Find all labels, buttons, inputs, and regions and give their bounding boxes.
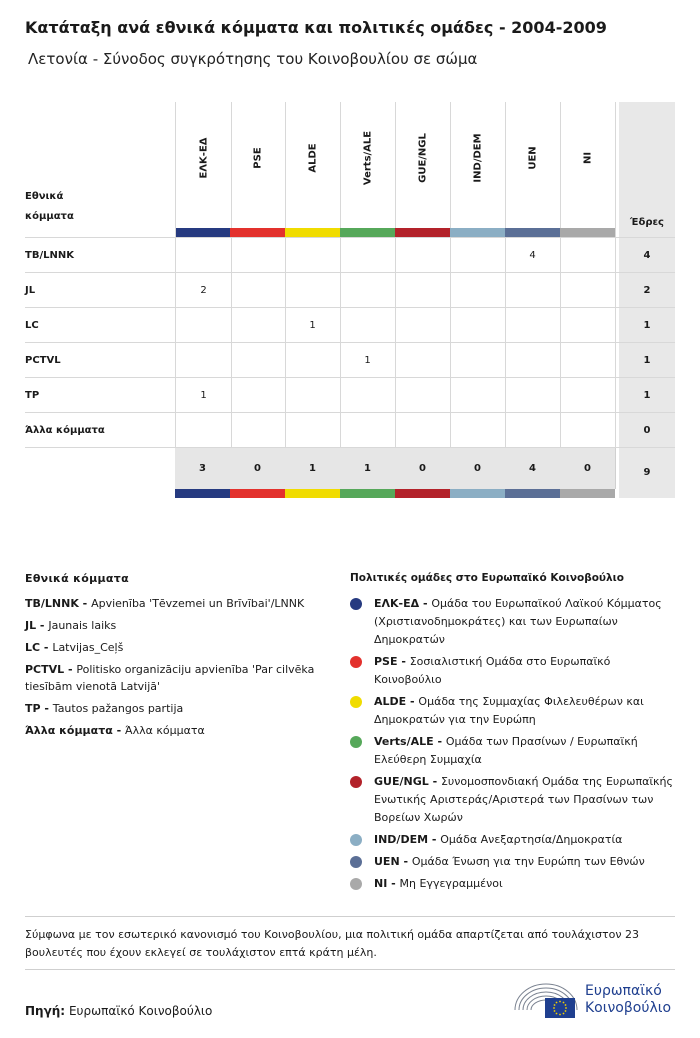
- political-groups-legend: [350, 572, 680, 897]
- table-cell: [505, 343, 561, 378]
- table-cell: [450, 343, 506, 378]
- column-header-7: [560, 102, 616, 237]
- political-group-legend-item: [350, 733, 680, 769]
- group-color-bar: [560, 228, 615, 237]
- column-header-6: [505, 102, 561, 237]
- row-seat-count: 0: [619, 413, 675, 448]
- table-cell: [285, 413, 341, 448]
- table-cell: 1: [340, 343, 396, 378]
- table-cell: [505, 273, 561, 308]
- column-header-4: [395, 102, 451, 237]
- group-color-bar: [395, 228, 450, 237]
- column-header-label: GUE/NGL: [417, 133, 428, 183]
- table-row: [25, 272, 675, 308]
- column-header-3: [340, 102, 396, 237]
- row-party-name: TB/LNNK: [25, 250, 74, 261]
- party-full-name: Apvienība 'Tēvzemei un Brīvībai'/LNNK: [91, 597, 305, 610]
- party-abbreviation: JL -: [25, 619, 49, 632]
- table-cell: [395, 273, 451, 308]
- group-total: 1: [285, 448, 341, 489]
- group-abbreviation: ALDE -: [374, 695, 419, 708]
- table-cell: [340, 413, 396, 448]
- footnote: Σύμφωνα με τον εσωτερικό κανονισμό του Κοινοβουλίου, μια πολιτική ομάδα απαρτίζεται από τουλάχιστον 23 βουλευτές που έχουν εκλεγεί σε τουλάχιστον επτά κράτη μέλη.: [25, 928, 639, 959]
- group-color-bar: [560, 489, 615, 498]
- european-parliament-logo: [513, 980, 683, 1020]
- table-cell: [285, 273, 341, 308]
- group-full-name: Σοσιαλιστική Ομάδα στο Ευρωπαϊκό Κοινοβούλιο: [374, 655, 611, 686]
- table-cell: [560, 413, 616, 448]
- column-header-label: ALDE: [307, 143, 318, 173]
- group-full-name: Ομάδα των Πρασίνων / Ευρωπαϊκή Ελεύθερη Συμμαχία: [374, 735, 638, 766]
- group-abbreviation: NI -: [374, 877, 400, 890]
- table-cell: [175, 343, 232, 378]
- source-label: Πηγή:: [25, 1004, 66, 1018]
- group-total: 0: [450, 448, 506, 489]
- table-cell: [175, 238, 232, 273]
- national-party-legend-item: [25, 722, 325, 739]
- party-full-name: Άλλα κόμματα: [125, 724, 205, 737]
- political-group-legend-item: [350, 831, 680, 849]
- group-color-bar: [340, 228, 395, 237]
- group-abbreviation: IND/DEM -: [374, 833, 441, 846]
- row-seat-count: 1: [619, 308, 675, 343]
- group-color-bar: [285, 228, 340, 237]
- group-total: 0: [395, 448, 451, 489]
- table-cell: [560, 343, 616, 378]
- party-full-name: Latvijas_Ceļš: [52, 641, 124, 654]
- group-total: 0: [560, 448, 616, 489]
- column-header-label: PSE: [252, 147, 263, 169]
- column-header-label: NI: [582, 151, 593, 165]
- table-row: [25, 237, 675, 273]
- group-abbreviation: PSE -: [374, 655, 410, 668]
- group-full-name: Ομάδα Ένωση για την Ευρώπη των Εθνών: [411, 855, 645, 868]
- column-header-2: [285, 102, 341, 237]
- group-color-bar: [395, 489, 450, 498]
- party-abbreviation: TP -: [25, 702, 53, 715]
- group-color-dot-icon: [350, 656, 362, 668]
- column-header-label: ΕΛΚ-ΕΔ: [198, 137, 209, 179]
- party-full-name: Jaunais laiks: [48, 619, 117, 632]
- national-party-legend-item: [25, 617, 325, 634]
- row-seat-count: 1: [619, 378, 675, 413]
- seats-column-header: [619, 102, 675, 237]
- table-cell: [560, 378, 616, 413]
- group-abbreviation: ΕΛΚ-ΕΔ -: [374, 597, 432, 610]
- column-header-label: Verts/ALE: [362, 130, 373, 186]
- column-header-0: [175, 102, 232, 237]
- table-cell: [340, 378, 396, 413]
- table-row: [25, 412, 675, 448]
- national-parties-legend: [25, 572, 325, 744]
- row-party-name: Άλλα κόμματα: [25, 425, 105, 436]
- totals-row: [25, 447, 675, 498]
- national-party-legend-item: [25, 595, 325, 612]
- group-color-bar: [450, 489, 505, 498]
- table-cell: [230, 273, 286, 308]
- group-color-bar: [505, 228, 560, 237]
- group-color-dot-icon: [350, 736, 362, 748]
- table-cell: [340, 308, 396, 343]
- table-cell: [285, 238, 341, 273]
- row-party-name: LC: [25, 320, 39, 331]
- table-row: [25, 342, 675, 378]
- note-top-divider: [25, 916, 675, 917]
- political-group-legend-item: [350, 875, 680, 893]
- table-cell: [230, 308, 286, 343]
- source-value: Ευρωπαϊκό Κοινοβούλιο: [68, 1004, 213, 1018]
- column-header-label: UEN: [527, 146, 538, 170]
- table-cell: [450, 238, 506, 273]
- table-cell: [505, 413, 561, 448]
- total-seats: 9: [619, 448, 675, 498]
- table-cell: 1: [175, 378, 232, 413]
- group-abbreviation: UEN -: [374, 855, 412, 868]
- table-cell: [340, 238, 396, 273]
- political-group-legend-item: [350, 773, 680, 827]
- group-abbreviation: GUE/NGL -: [374, 775, 441, 788]
- column-header-5: [450, 102, 506, 237]
- row-header-line-1: Εθνικά: [25, 191, 64, 202]
- party-abbreviation: TB/LNNK -: [25, 597, 92, 610]
- row-party-name: TP: [25, 390, 40, 401]
- table-cell: [395, 378, 451, 413]
- table-cell: [395, 343, 451, 378]
- group-color-bar: [175, 489, 230, 498]
- group-total: 3: [175, 448, 231, 489]
- table-cell: [340, 273, 396, 308]
- table-cell: [450, 378, 506, 413]
- table-cell: 2: [175, 273, 232, 308]
- group-color-bar: [230, 228, 285, 237]
- group-color-dot-icon: [350, 856, 362, 868]
- european-parliament-logo-icon: [513, 980, 579, 1020]
- political-groups-legend-title: Πολιτικές ομάδες στο Ευρωπαϊκό Κοινοβούλιο: [350, 572, 624, 584]
- row-party-name: PCTVL: [25, 355, 61, 366]
- page-subtitle: Λετονία - Σύνοδος συγκρότησης του Κοινοβουλίου σε σώμα: [28, 50, 478, 68]
- party-full-name: Tautos pažangos partija: [52, 702, 184, 715]
- group-total: 1: [340, 448, 396, 489]
- table-cell: [285, 343, 341, 378]
- table-row: [25, 307, 675, 343]
- row-seat-count: 2: [619, 273, 675, 308]
- table-cell: [395, 413, 451, 448]
- group-full-name: Ομάδα του Ευρωπαϊκού Λαϊκού Κόμματος (Χριστιανοδημοκράτες) και των Ευρωπαίων Δημοκρατών: [374, 597, 662, 646]
- group-color-bar: [230, 489, 285, 498]
- group-color-dot-icon: [350, 696, 362, 708]
- column-header-label: IND/DEM: [472, 133, 483, 183]
- national-parties-legend-title: Εθνικά κόμματα: [25, 572, 129, 585]
- table-cell: [560, 238, 616, 273]
- party-full-name: Politisko organizāciju apvienība 'Par cilvēka tiesībām vienotā Latvijā': [25, 663, 315, 693]
- table-cell: [505, 308, 561, 343]
- logo-line-1: Ευρωπαϊκό: [585, 983, 662, 999]
- table-cell: [505, 378, 561, 413]
- row-header-label: [25, 187, 74, 227]
- political-group-legend-item: [350, 595, 680, 649]
- group-total: 0: [230, 448, 286, 489]
- table-cell: [395, 308, 451, 343]
- table-cell: 4: [505, 238, 561, 273]
- group-full-name: Ομάδα της Συμμαχίας Φιλελευθέρων και Δημοκρατών για την Ευρώπη: [374, 695, 644, 726]
- group-color-bar: [176, 228, 231, 237]
- table-cell: [175, 413, 232, 448]
- political-group-legend-item: [350, 653, 680, 689]
- party-abbreviation: PCTVL -: [25, 663, 77, 676]
- page-title: Κατάταξη ανά εθνικά κόμματα και πολιτικές ομάδες - 2004-2009: [25, 18, 607, 37]
- national-party-legend-item: [25, 700, 325, 717]
- group-color-bar: [505, 489, 560, 498]
- source-line: [25, 1004, 212, 1018]
- logo-text: [585, 983, 671, 1017]
- table-cell: [395, 238, 451, 273]
- group-color-dot-icon: [350, 776, 362, 788]
- row-seat-count: 4: [619, 238, 675, 273]
- table-cell: [230, 238, 286, 273]
- row-seat-count: 1: [619, 343, 675, 378]
- table-cell: [230, 343, 286, 378]
- group-color-bar: [450, 228, 505, 237]
- row-header-line-2: κόμματα: [25, 211, 74, 222]
- seats-header-label: Έδρες: [630, 217, 664, 228]
- table-cell: 1: [285, 308, 341, 343]
- group-color-dot-icon: [350, 598, 362, 610]
- party-abbreviation: Άλλα κόμματα -: [25, 724, 125, 737]
- table-cell: [175, 308, 232, 343]
- row-party-name: JL: [25, 285, 36, 296]
- group-full-name: Μη Εγγεγραμμένοι: [399, 877, 503, 890]
- party-abbreviation: LC -: [25, 641, 53, 654]
- national-party-legend-item: [25, 661, 325, 695]
- table-cell: [285, 378, 341, 413]
- group-total: 4: [505, 448, 561, 489]
- table-cell: [450, 413, 506, 448]
- table-cell: [560, 273, 616, 308]
- table-row: [25, 377, 675, 413]
- group-color-dot-icon: [350, 878, 362, 890]
- group-color-bar: [340, 489, 395, 498]
- group-full-name: Ομάδα Ανεξαρτησία/Δημοκρατία: [440, 833, 623, 846]
- national-party-legend-item: [25, 639, 325, 656]
- column-header-1: [230, 102, 286, 237]
- group-color-dot-icon: [350, 834, 362, 846]
- political-group-legend-item: [350, 853, 680, 871]
- group-color-bar: [285, 489, 340, 498]
- table-header-row: [25, 102, 675, 237]
- group-abbreviation: Verts/ALE -: [374, 735, 446, 748]
- logo-line-2: Κοινοβούλιο: [585, 1000, 672, 1016]
- table-cell: [560, 308, 616, 343]
- note-bottom-divider: [25, 969, 675, 970]
- group-full-name: Συνομοσπονδιακή Ομάδα της Ευρωπαϊκής Ενωτικής Αριστεράς/Αριστερά των Πρασίνων των Βορείων Χωρών: [374, 775, 673, 824]
- table-cell: [450, 273, 506, 308]
- political-group-legend-item: [350, 693, 680, 729]
- table-cell: [230, 413, 286, 448]
- table-cell: [450, 308, 506, 343]
- table-cell: [230, 378, 286, 413]
